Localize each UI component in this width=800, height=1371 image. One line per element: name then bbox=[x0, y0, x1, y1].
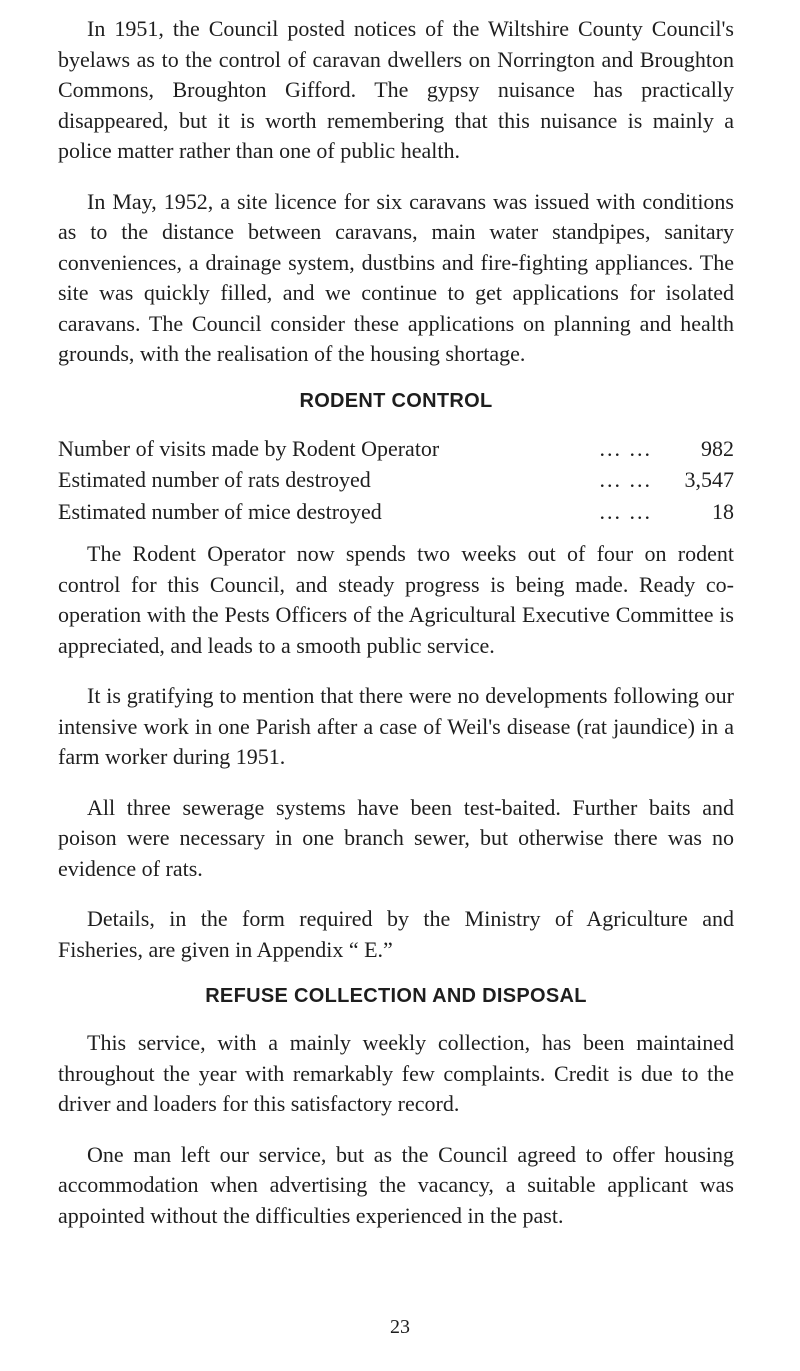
paragraph-weils-disease: It is gratifying to mention that there were no developments following our intensive work in one Parish after a case of Weil's disease (rat jaundice) in a farm worker during 1951. bbox=[58, 683, 734, 769]
stat-value: 18 bbox=[712, 498, 734, 524]
stat-value: 982 bbox=[701, 435, 734, 461]
heading-refuse-collection: REFUSE COLLECTION AND DISPOSAL bbox=[205, 985, 587, 1007]
paragraph-refuse-service: This service, with a mainly weekly collection, has been maintained throughout the year with remarkably few complaints. Credit is due to the driver and loaders for this satisfactory record. bbox=[58, 1030, 734, 1116]
paragraph-staffing: One man left our service, but as the Council agreed to offer housing accommodation when advertising the vacancy, a suitable applicant was appointed without the difficulties experienced in the past. bbox=[58, 1141, 734, 1228]
paragraph-sewerage-baiting: All three sewerage systems have been test-baited. Further baits and poison were necessary in one branch sewer, but otherwise there was no evidence of rats. bbox=[58, 794, 734, 881]
stat-label: Number of visits made by Rodent Operator bbox=[58, 435, 440, 461]
paragraph-site-licence: In May, 1952, a site licence for six caravans was issued with conditions as to the distance between caravans, main water standpipes, sanitary conveniences, a drainage system, dustbins and fire-fighting appliances. The site was quickly filled, and we continue to get applications for isolated caravans. The Council consider these applications on planning and health grounds, with the realisation of the housing shortage. bbox=[58, 188, 734, 366]
stat-value: 3,547 bbox=[684, 467, 734, 492]
heading-rodent-control: RODENT CONTROL bbox=[299, 389, 493, 412]
stat-leader: ... ... bbox=[599, 435, 652, 461]
stat-label: Estimated number of mice destroyed bbox=[58, 498, 382, 524]
paragraph-caravan-byelaws: In 1951, the Council posted notices of the Wiltshire County Council's byelaws as to the control of caravan dwellers on Norrington and Broughton Commons, Broughton Gifford. The gypsy nuisance has practically disappeared, but it is worth remembering that this nuisance is mainly a police matter rather than one of public health. bbox=[58, 16, 734, 163]
stat-leader: ... ... bbox=[599, 498, 652, 524]
stat-leader: ... ... bbox=[599, 467, 652, 492]
paragraph-rodent-operator: The Rodent Operator now spends two weeks out of four on rodent control for this Council, and steady progress is being made. Ready co-operation with the Pests Officers of the Agricultural Executive Committee is appreciated, and leads to a smooth public service. bbox=[58, 541, 734, 658]
rodent-stats-list bbox=[58, 433, 734, 528]
stat-row-rats bbox=[58, 464, 734, 496]
stat-row-mice bbox=[58, 496, 734, 528]
stat-label: Estimated number of rats destroyed bbox=[58, 467, 371, 492]
stat-row-visits bbox=[58, 433, 734, 465]
page-number: 23 bbox=[390, 1316, 410, 1338]
paragraph-appendix-reference: Details, in the form required by the Ministry of Agriculture and Fisheries, are given in Appendix “ E.” bbox=[58, 906, 734, 962]
